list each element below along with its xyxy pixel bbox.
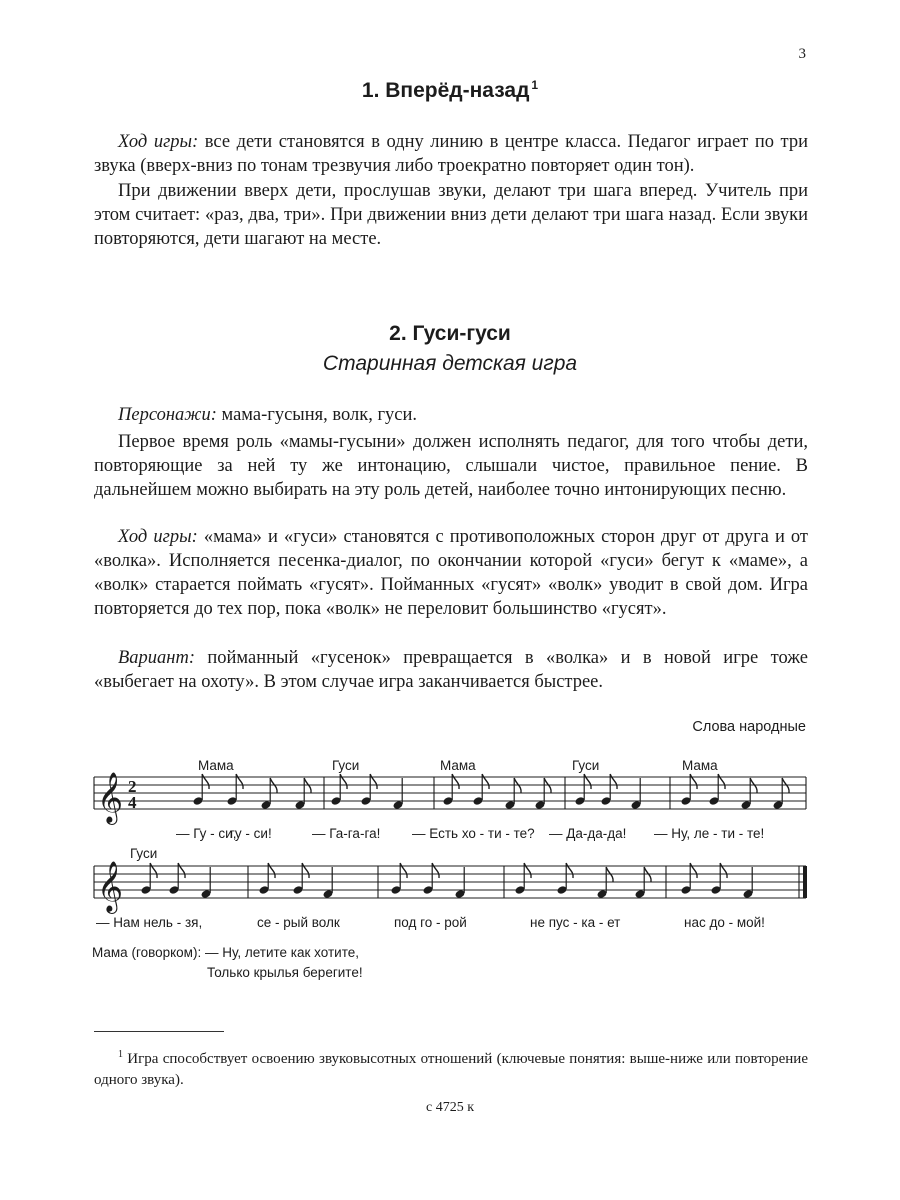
- spoken-line-2: Только крылья берегите!: [207, 965, 363, 980]
- footnote-reference: 1: [531, 78, 539, 92]
- lyric: — Нам нель - зя,: [96, 915, 203, 930]
- section2-subtitle: Старинная детская игра: [322, 352, 578, 375]
- staff-row-1: [94, 758, 806, 841]
- footnote-divider: [94, 1031, 224, 1032]
- paragraph-text: мама-гусыня, волк, гуси.: [216, 405, 418, 425]
- spoken-lines: [92, 943, 363, 983]
- lyric: се - рый волк: [257, 915, 340, 930]
- section1-title-text: 1. Вперёд-назад: [361, 79, 530, 102]
- lyric: — Ну, ле - ти - те!: [654, 826, 765, 841]
- lyric: — Гу - си,: [176, 826, 237, 841]
- lyric: нас до - мой!: [684, 915, 765, 930]
- speaker-label: Гуси: [130, 846, 158, 861]
- paragraph-text: Первое время роль «мамы-гусыни» должен исполнять педагог, для того чтобы дети, повторяющие за ней ту же интонацию, слышали чистое, правильное пение. В дальнейшем можно выбирать на эту роль детей, наиболее точно интонирующих песню.: [94, 432, 808, 500]
- time-signature-top: 2: [128, 777, 137, 796]
- paragraph-label: Вариант:: [118, 648, 195, 668]
- treble-clef-icon: 𝄞: [97, 772, 124, 823]
- treble-clef-icon: 𝄞: [97, 861, 124, 912]
- lyric: — Да-да-да!: [549, 826, 627, 841]
- lyric: под го - рой: [394, 915, 467, 930]
- section2-title: 2. Гуси-гуси: [389, 322, 511, 345]
- lyrics-credit: Слова народные: [692, 719, 806, 735]
- footnote-mark: 1: [118, 1049, 123, 1060]
- speaker-label: Гуси: [572, 758, 600, 773]
- notes-row-1: [192, 774, 789, 810]
- lyric: — Есть хо - ти - те?: [412, 826, 535, 841]
- paragraph-text: пойманный «гусенок» превращается в «волка» и в новой игре тоже «выбегает на охоту». В этом случае игра заканчивается быстрее.: [94, 648, 808, 692]
- staff-row-2: [94, 846, 807, 930]
- speaker-label: Мама: [440, 758, 476, 773]
- time-signature-bottom: 4: [128, 793, 137, 812]
- paragraph-text: все дети становятся в одну линию в центре класса. Педагог играет по три звука (вверх-вниз по тонам трезвучия либо троекратно повторяет один тон).: [94, 132, 809, 176]
- notes-row-2: [140, 863, 753, 899]
- paragraph-label: Ход игры:: [118, 527, 198, 547]
- speaker-label: Гуси: [332, 758, 360, 773]
- footnote: [94, 1044, 808, 1091]
- footnote-text: Игра способствует освоению звуковысотных отношений (ключевые понятия: выше-ниже или повторение одного звука).: [94, 1051, 808, 1088]
- paragraph-text: При движении вверх дети, прослушав звуки, делают три шага вперед. Учитель при этом считает: «раз, два, три». При движении вниз дети делают три шага назад. Если звуки повторяются, дети шагают на месте.: [94, 181, 808, 249]
- lyric: не пус - ка - ет: [530, 915, 621, 930]
- spoken-line-1: Мама (говорком): — Ну, летите как хотите,: [92, 945, 360, 960]
- paragraph-label: Ход игры:: [118, 132, 199, 152]
- final-barline: [803, 866, 807, 898]
- lyric: — Га-га-га!: [312, 826, 381, 841]
- lyric: гу - си!: [230, 826, 272, 841]
- paragraph-label: Персонажи:: [118, 405, 217, 425]
- speaker-label: Мама: [198, 758, 234, 773]
- speaker-label: Мама: [682, 758, 718, 773]
- paragraph-text: «мама» и «гуси» становятся с противоположных сторон друг от друга и от «волка». Исполняется песенка-диалог, по окончании которой «гуси» бегут к «маме», а «волк» старается поймать «гусят». Пойманных «гусят» «волк» уводит в свой дом. Игра повторяется до тех пор, пока «волк» не переловит большинство «гусят».: [94, 527, 809, 619]
- print-code: с 4725 к: [425, 1100, 474, 1115]
- page-number: 3: [798, 46, 806, 62]
